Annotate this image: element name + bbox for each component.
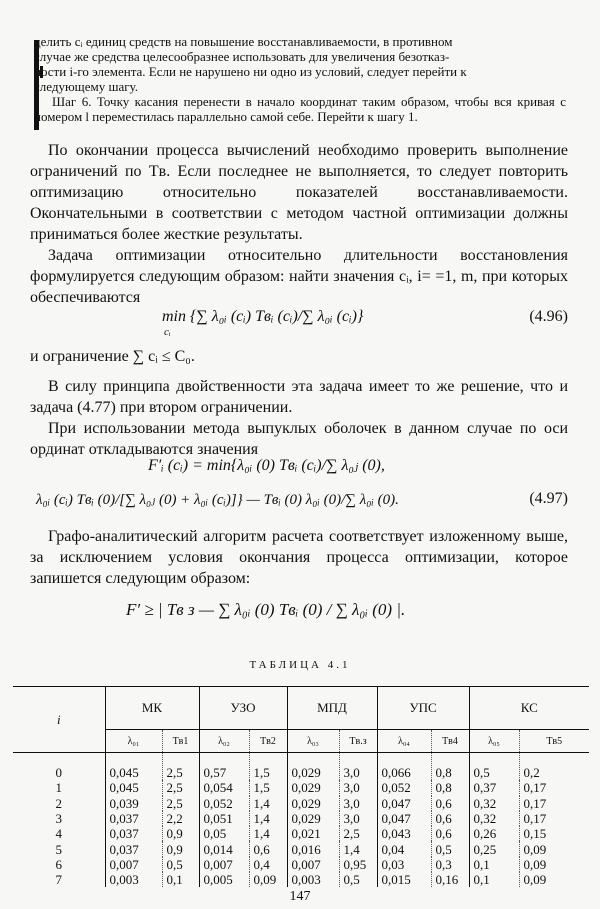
- equation-number: (4.97): [529, 490, 568, 507]
- table-cell: 0,25: [469, 841, 519, 856]
- table-cell: 0,052: [199, 796, 249, 811]
- table-cell: 0,029: [287, 753, 339, 781]
- table-cell: 0,054: [199, 780, 249, 795]
- table-cell: 0,9: [162, 841, 199, 856]
- table-cell: 0,9: [162, 826, 199, 841]
- table-cell: 0,09: [519, 857, 589, 872]
- paragraph-3: [30, 346, 568, 367]
- table-cell: 1,4: [339, 841, 377, 856]
- table-cell: 0,17: [519, 796, 589, 811]
- intro-text: [34, 34, 566, 124]
- table-cell: 1,5: [249, 780, 287, 795]
- table-cell: 0,039: [105, 796, 162, 811]
- table-cell: 0,6: [249, 841, 287, 856]
- para-text: Задача оптимизации относительно длительности восстановления формулируется следующим образом: найти значения cᵢ, i= =1, m, при которых обеспечиваются: [30, 247, 568, 306]
- table-cell: 1,4: [249, 796, 287, 811]
- index-header: i: [13, 687, 105, 753]
- table-cell: 0,8: [431, 780, 469, 795]
- group-header: УЗО: [199, 687, 287, 730]
- intro-line: случае же средства целесообразнее использовать для увеличения безотказ-: [34, 49, 450, 64]
- table-cell: 0,95: [339, 857, 377, 872]
- table-cell: 2,5: [339, 826, 377, 841]
- table-cell: 0,05: [199, 826, 249, 841]
- intro-line: следующему шагу.: [34, 79, 138, 94]
- equation-body: F′ᵢ (cᵢ) = min{λ₀ᵢ (0) Tвᵢ (cᵢ)/∑ λ₀ⱼ (0),: [148, 457, 385, 474]
- intro-line: ности i-го элемента. Если не нарушено ни одно из условий, следует перейти к: [34, 64, 467, 79]
- row-index-cell: 5: [55, 841, 62, 857]
- table-cell: 0,015: [377, 872, 431, 887]
- table-cell: 0,005: [199, 872, 249, 887]
- para-text: При использовании метода выпуклых оболочек в данном случае по оси ординат откладываются значения: [30, 420, 568, 458]
- subheader: λ₀₅: [469, 730, 519, 753]
- table-cell: 0,17: [519, 811, 589, 826]
- table-cell: 0,014: [199, 841, 249, 856]
- table-cell: 0,037: [105, 811, 162, 826]
- row-index-cell: 2: [55, 795, 62, 811]
- group-header: УПС: [377, 687, 469, 730]
- table-cell: 0,007: [199, 857, 249, 872]
- table-cell: 0,09: [519, 841, 589, 856]
- table-cell: 3,0: [339, 796, 377, 811]
- table-row: [13, 753, 589, 781]
- table-cell: 0,003: [105, 872, 162, 887]
- table-cell: 0,6: [431, 811, 469, 826]
- paragraph-2: [30, 245, 568, 308]
- table-cell: 1,5: [249, 753, 287, 781]
- table-cell: 0,052: [377, 780, 431, 795]
- table-cell: 0,8: [431, 753, 469, 781]
- step6-text: Шаг 6. Точку касания перенести в начало координат таким образом, чтобы вся кривая с номером l переместилась параллельно самой себе. Перейти к шагу 1.: [34, 94, 566, 124]
- table-cell: 0,045: [105, 753, 162, 781]
- para-text: и ограничение ∑ cᵢ ≤ C₀.: [30, 348, 195, 365]
- table-cell: 2,2: [162, 811, 199, 826]
- table-cell: 0,15: [519, 826, 589, 841]
- table-cell: 0,047: [377, 796, 431, 811]
- subheader: Tв.з: [339, 730, 377, 753]
- table-cell: 3,0: [339, 780, 377, 795]
- table-cell: 0,26: [469, 826, 519, 841]
- equation-number: (4.96): [529, 308, 568, 325]
- table-cell: 0,029: [287, 796, 339, 811]
- subheader: Tв1: [162, 730, 199, 753]
- table-cell: 0,04: [377, 841, 431, 856]
- subheader: λ₀₄: [377, 730, 431, 753]
- table-cell: 2,5: [162, 753, 199, 781]
- table-cell: 0,32: [469, 811, 519, 826]
- group-header: МК: [105, 687, 199, 730]
- table-cell: 0,047: [377, 811, 431, 826]
- table-cell: 3,0: [339, 811, 377, 826]
- row-index-cell: 4: [55, 826, 62, 842]
- data-table: [13, 686, 589, 887]
- table-cell: 3,0: [339, 753, 377, 781]
- subheader: λ₀₂: [199, 730, 249, 753]
- para-text: В силу принципа двойственности эта задача имеет то же решение, что и задача (4.77) при втором ограничении.: [30, 378, 568, 416]
- table-cell: 0,037: [105, 841, 162, 856]
- table-cell: 0,09: [519, 872, 589, 887]
- paragraph-6: [30, 526, 568, 589]
- table-row: [13, 780, 589, 795]
- table-caption: ТАБЛИЦА 4.1: [249, 659, 351, 671]
- table-cell: 0,17: [519, 780, 589, 795]
- table-cell: 1,4: [249, 826, 287, 841]
- table-cell: 0,03: [377, 857, 431, 872]
- equation-body: min {∑ λ₀ᵢ (cᵢ) Tвᵢ (cᵢ)/∑ λ₀ᵢ (cᵢ)}: [162, 308, 364, 325]
- table-row: [13, 826, 589, 841]
- table-cell: 2,5: [162, 796, 199, 811]
- subheader: λ₀₃: [287, 730, 339, 753]
- table-cell: 0,4: [249, 857, 287, 872]
- table-cell: 0,5: [469, 753, 519, 781]
- para-text: По окончании процесса вычислений необходимо проверить выполнение ограничений по Tв. Если последнее не выполняется, то следует повторить оптимизацию относительно показателей восстанавливаемости. Окончательными в соответствии с методом частной оптимизации должны приниматься более жесткие результаты.: [30, 142, 568, 243]
- para-text: Графо-аналитический алгоритм расчета соответствует изложенному выше, за исключением условия окончания процесса оптимизации, которое запишется следующим образом:: [30, 528, 568, 587]
- row-index-cell: 1: [55, 780, 62, 796]
- table-cell: 0,007: [287, 857, 339, 872]
- table-cell: 0,3: [431, 857, 469, 872]
- table-cell: 2,5: [162, 780, 199, 795]
- subheader: λ₀₁: [105, 730, 162, 753]
- paragraph-5: [30, 418, 568, 460]
- intro-line: делить cᵢ единиц средств на повышение восстанавливаемости, в противном: [34, 34, 453, 49]
- table-row: [13, 796, 589, 811]
- table-cell: 0,045: [105, 780, 162, 795]
- row-index-cell: 3: [55, 811, 62, 827]
- group-header: КС: [469, 687, 589, 730]
- table-cell: 0,051: [199, 811, 249, 826]
- row-index-cell: 7: [55, 872, 62, 888]
- group-header: МПД: [287, 687, 377, 730]
- table-cell: 0,029: [287, 780, 339, 795]
- table-cell: 0,007: [105, 857, 162, 872]
- table-cell: 0,1: [162, 872, 199, 887]
- table-row: [13, 857, 589, 872]
- equation-body: F′ ≥ | Tв з — ∑ λ₀ᵢ (0) Tвᵢ (0) / ∑ λ₀ᵢ (0) |.: [126, 600, 406, 619]
- equation-subscript: cᵢ: [164, 326, 171, 338]
- table-cell: 0,5: [162, 857, 199, 872]
- table-cell: 0,003: [287, 872, 339, 887]
- table-row: [13, 841, 589, 856]
- row-index-cell: 0: [55, 765, 62, 781]
- equation-body: λ₀ᵢ (cᵢ) Tвᵢ (0)/[∑ λ₀ⱼ (0) + λ₀ᵢ (cᵢ)]} — Tвᵢ (0) λ₀ᵢ (0)/∑ λ₀ᵢ (0).: [36, 492, 399, 508]
- subheader: Tв5: [519, 730, 589, 753]
- table-cell: 0,066: [377, 753, 431, 781]
- table-cell: 0,5: [339, 872, 377, 887]
- table-cell: 0,6: [431, 796, 469, 811]
- row-index-cell: 6: [55, 856, 62, 872]
- page-number: 147: [289, 889, 311, 904]
- table-cell: 0,5: [431, 841, 469, 856]
- table-cell: 0,1: [469, 872, 519, 887]
- table-cell: 0,57: [199, 753, 249, 781]
- subheader: Tв4: [431, 730, 469, 753]
- subheader: Tв2: [249, 730, 287, 753]
- table-cell: 0,1: [469, 857, 519, 872]
- paragraph-1: [30, 140, 568, 245]
- table-cell: 0,09: [249, 872, 287, 887]
- table-cell: 0,016: [287, 841, 339, 856]
- table-cell: 0,6: [431, 826, 469, 841]
- table-cell: 0,16: [431, 872, 469, 887]
- table-row: [13, 872, 589, 887]
- table-row: [13, 811, 589, 826]
- table-cell: 0,043: [377, 826, 431, 841]
- table-cell: 0,029: [287, 811, 339, 826]
- table-cell: 0,37: [469, 780, 519, 795]
- table-cell: 1,4: [249, 811, 287, 826]
- table-cell: 0,32: [469, 796, 519, 811]
- table-cell: 0,037: [105, 826, 162, 841]
- table-cell: 0,021: [287, 826, 339, 841]
- table-cell: 0,2: [519, 753, 589, 781]
- paragraph-4: [30, 376, 568, 418]
